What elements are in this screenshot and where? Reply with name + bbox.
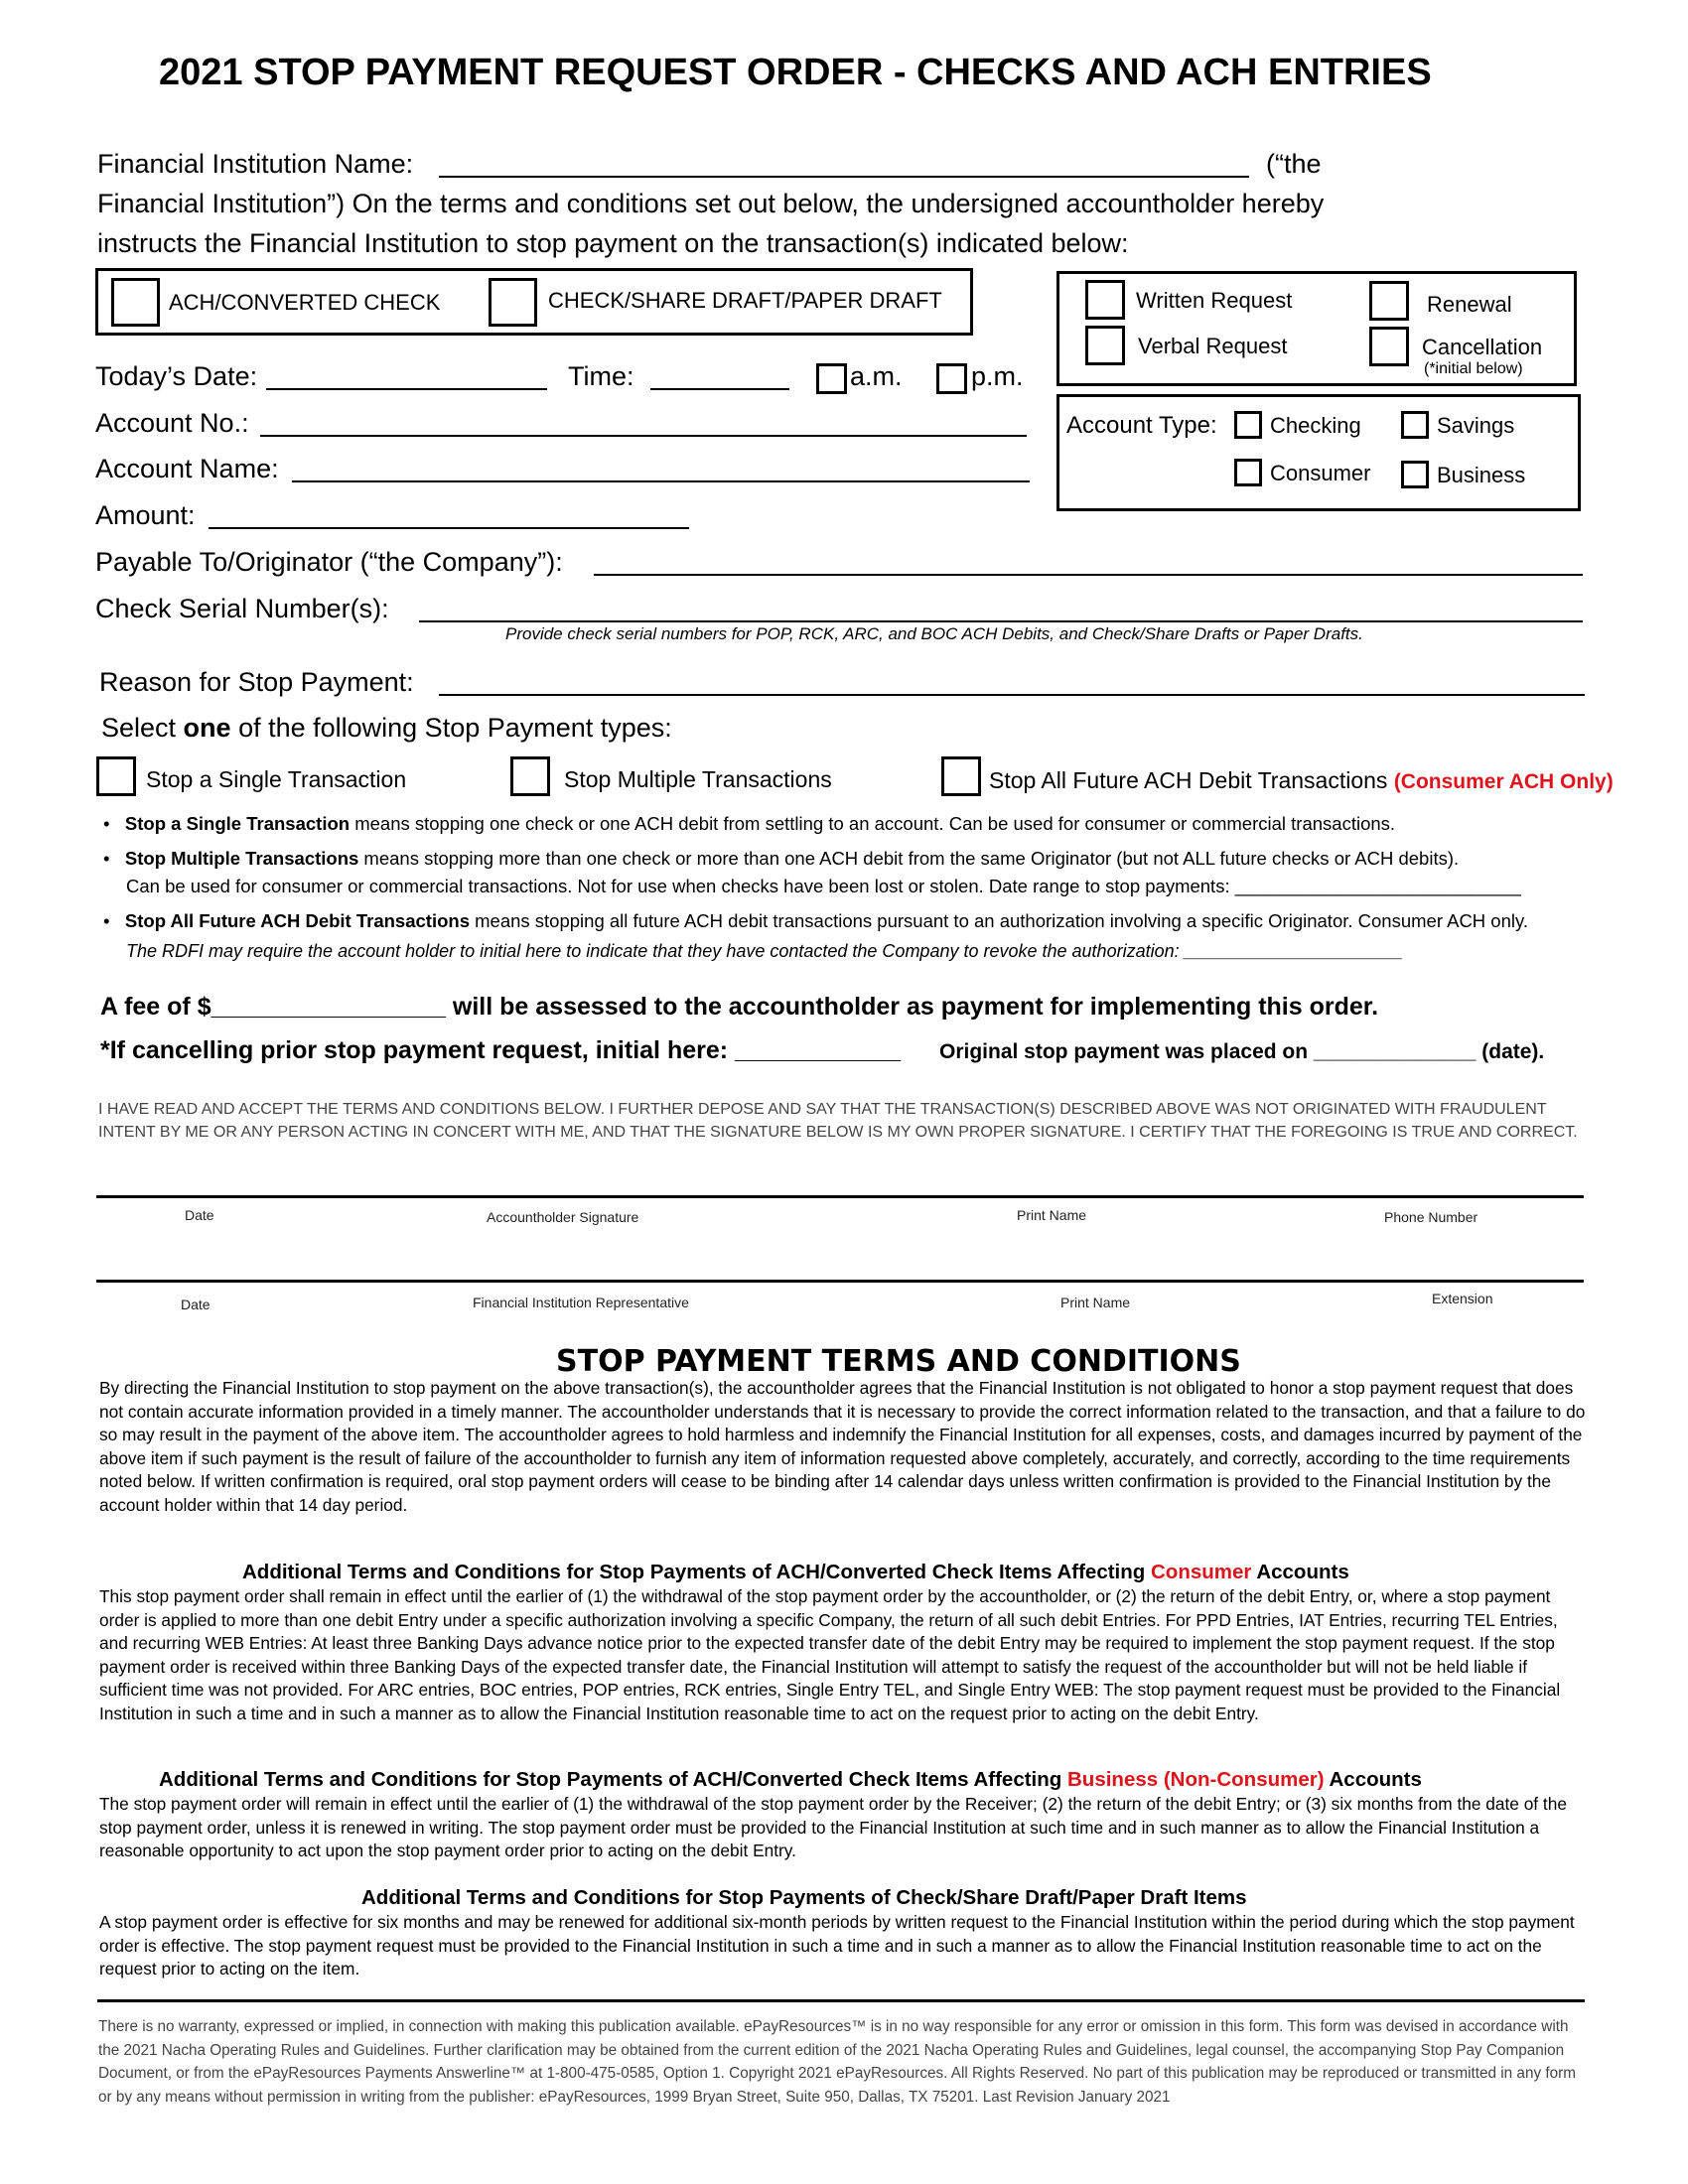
consumer-terms-heading: Additional Terms and Conditions for Stop Payments of ACH/Converted Check Items Affecting Consumer Accounts <box>242 1561 1349 1583</box>
savings-checkbox[interactable] <box>1401 411 1429 439</box>
cancel-initial: *If cancelling prior stop payment request, initial here: ____________ <box>100 1036 901 1064</box>
business-terms-paragraph: The stop payment order will remain in effect until the earlier of (1) the withdrawal of the stop payment order by the Receiver; (2) the return of the debit Entry; or (3) six months from the date of the stop payment order, unless it is renewed in writing. The stop payment order must be provided to the Financial Institution at such time and in such manner as to allow the Financial Institution a reasonable opportunity to act upon the stop payment order prior to acting on the debit Entry. <box>99 1794 1567 1860</box>
pm-checkbox[interactable] <box>936 363 967 394</box>
fee-statement: A fee of $_________________ will be assessed to the accountholder as payment for implementing this order. <box>100 993 1379 1021</box>
account-name-label: Account Name: <box>95 454 279 483</box>
verbal-request-label: Verbal Request <box>1138 334 1288 358</box>
written-request-checkbox[interactable] <box>1085 280 1125 320</box>
bullet-multiple-line2: Can be used for consumer or commercial transactions. Not for use when checks have been lost or stolen. Date range to stop payments: ____________________________ <box>126 876 1521 896</box>
ach-converted-check-checkbox[interactable] <box>111 278 160 327</box>
account-no-field[interactable] <box>260 435 1027 437</box>
stop-single-label: Stop a Single Transaction <box>146 766 407 792</box>
todays-date-field[interactable] <box>266 388 547 390</box>
verbal-request-checkbox[interactable] <box>1085 326 1125 365</box>
consumer-checkbox[interactable] <box>1234 459 1262 486</box>
check-terms-heading: Additional Terms and Conditions for Stop Payments of Check/Share Draft/Paper Draft Items <box>361 1886 1247 1909</box>
intro-line-2: Financial Institution”) On the terms and conditions set out below, the undersigned accountholder hereby <box>97 189 1325 218</box>
certification-text: I HAVE READ AND ACCEPT THE TERMS AND CONDITIONS BELOW. I FURTHER DEPOSE AND SAY THAT THE TRANSACTION(S) DESCRIBED ABOVE WAS NOT ORIGINATED WITH FRAUDULENT INTENT BY ME OR ANY PERSON ACTING IN CONCERT WITH ME, AND THAT THE SIGNATURE BELOW IS MY OWN PROPER SIGNATURE. I CERTIFY THAT THE FOREGOING IS TRUE AND CORRECT. <box>98 1101 1578 1141</box>
sig2-date-caption: Date <box>181 1297 211 1312</box>
sig1-date-caption: Date <box>185 1207 214 1223</box>
account-type-label: Account Type: <box>1066 412 1217 439</box>
cancellation-label: Cancellation <box>1422 335 1543 359</box>
sig2-print-name-caption: Print Name <box>1060 1295 1131 1310</box>
account-no-label: Account No.: <box>95 408 249 438</box>
fi-name-field[interactable] <box>439 176 1249 178</box>
cancellation-checkbox[interactable] <box>1369 327 1409 366</box>
bullet-single: • Stop a Single Transaction means stopping one check or one ACH debit from settling to an account. Can be used for consumer or commercial transactions. <box>103 813 1396 834</box>
the-suffix: (“the <box>1266 149 1322 179</box>
renewal-label: Renewal <box>1427 292 1512 317</box>
signature-line-1[interactable] <box>96 1195 1584 1198</box>
stop-all-future-checkbox[interactable] <box>941 756 981 796</box>
select-instruction: Select one of the following Stop Payment types: <box>101 713 672 743</box>
original-stop-payment: Original stop payment was placed on ______________ (date). <box>939 1040 1545 1063</box>
check-serial-label: Check Serial Number(s): <box>95 594 389 623</box>
savings-label: Savings <box>1437 413 1515 438</box>
am-checkbox[interactable] <box>816 363 847 394</box>
intro-line-3: instructs the Financial Institution to stop payment on the transaction(s) indicated below: <box>97 228 1129 258</box>
check-terms-paragraph: A stop payment order is effective for six months and may be renewed for additional six-month periods by written request to the Financial Institution within the period during which the stop payment order is effective. The stop payment request must be provided to the Financial Institution in such a time and in such a manner as to allow the Financial Institution reasonable time to act on the request prior to acting on the item. <box>99 1912 1575 1979</box>
footer-divider <box>97 1999 1585 2002</box>
check-serial-field[interactable] <box>419 620 1583 622</box>
todays-date-label: Today’s Date: <box>95 361 258 391</box>
sig2-fi-rep-caption: Financial Institution Representative <box>473 1295 689 1310</box>
serial-note: Provide check serial numbers for POP, RCK, ARC, and BOC ACH Debits, and Check/Share Drafts or Paper Drafts. <box>505 624 1363 643</box>
business-terms-heading: Additional Terms and Conditions for Stop Payments of ACH/Converted Check Items Affecting Business (Non-Consumer) Accounts <box>159 1768 1422 1791</box>
payable-to-field[interactable] <box>594 574 1583 576</box>
time-label: Time: <box>568 361 634 391</box>
bullet-multiple: • Stop Multiple Transactions means stopping more than one check or more than one ACH debit from the same Originator (but not ALL future checks or ACH debits). <box>103 848 1460 869</box>
reason-field[interactable] <box>439 694 1585 696</box>
stop-single-checkbox[interactable] <box>96 756 136 796</box>
ach-converted-check-label: ACH/CONVERTED CHECK <box>169 290 441 315</box>
fi-name-label: Financial Institution Name: <box>97 149 414 179</box>
sig1-accountholder-caption: Accountholder Signature <box>487 1209 639 1225</box>
written-request-label: Written Request <box>1136 288 1293 313</box>
terms-paragraph-1: By directing the Financial Institution to stop payment on the above transaction(s), the accountholder agrees that the Financial Institution is not obligated to honor a stop payment request that does not contain accurate information provided in a timely manner. The accountholder understands that it is necessary to provide the correct information related to the transaction, and that a failure to do so may result in the payment of the above item. The accountholder agrees to hold harmless and indemnify the Financial Institution for all expenses, costs, and damages incurred by payment of the above item if such payment is the result of failure of the accountholder to furnish any item of information requested above completely, accurately, and correctly, according to the time requirements noted below. If written confirmation is required, oral stop payment orders will cease to be binding after 14 calendar days unless written confirmation is provided to the Financial Institution by the account holder within that 14 day period. <box>99 1378 1586 1515</box>
pm-label: p.m. <box>971 361 1024 391</box>
amount-field[interactable] <box>209 527 689 529</box>
stop-multiple-checkbox[interactable] <box>510 756 550 796</box>
amount-label: Amount: <box>95 500 196 530</box>
signature-line-2[interactable] <box>96 1280 1584 1283</box>
payable-to-label: Payable To/Originator (“the Company”): <box>95 547 563 577</box>
business-label: Business <box>1437 463 1526 487</box>
stop-multiple-label: Stop Multiple Transactions <box>564 766 832 792</box>
business-checkbox[interactable] <box>1401 461 1429 488</box>
rdfi-note: The RDFI may require the account holder to initial here to indicate that they have contacted the Company to revoke the authorization: ______________________ <box>126 941 1403 961</box>
stop-all-future-label: Stop All Future ACH Debit Transactions (Consumer ACH Only) <box>989 767 1614 793</box>
check-share-draft-label: CHECK/SHARE DRAFT/PAPER DRAFT <box>548 288 942 313</box>
reason-label: Reason for Stop Payment: <box>99 667 414 697</box>
renewal-checkbox[interactable] <box>1369 281 1409 321</box>
checking-checkbox[interactable] <box>1234 411 1262 439</box>
consumer-label: Consumer <box>1270 461 1371 485</box>
check-share-draft-checkbox[interactable] <box>489 278 537 327</box>
sig1-print-name-caption: Print Name <box>1017 1207 1087 1223</box>
sig2-extension-caption: Extension <box>1432 1291 1493 1306</box>
bullet-all-future: • Stop All Future ACH Debit Transactions means stopping all future ACH debit transactions pursuant to an authorization involving a specific Originator. Consumer ACH only. <box>103 910 1529 931</box>
initial-below-note: (*initial below) <box>1424 360 1523 377</box>
checking-label: Checking <box>1270 413 1361 438</box>
consumer-terms-paragraph: This stop payment order shall remain in effect until the earlier of (1) the withdrawal of the stop payment order by the accountholder, or (2) the return of the debit Entry, or, where a stop payment order is applied to more than one debit Entry under a specific authorization involving a specific Company, the return of all such debit Entries. For PPD Entries, IAT Entries, recurring TEL Entries, and recurring WEB Entries: At least three Banking Days advance notice prior to the expected transfer date of the debit Entry may be required to implement the stop payment request. If the stop payment order is received within three Banking Days of the expected transfer date, the Financial Institution will attempt to satisfy the request of the accountholder but will not be held liable if sufficient time was not provided. For ARC entries, BOC entries, POP entries, RCK entries, Single Entry TEL, and Single Entry WEB: The stop payment request must be provided to the Financial Institution in such a time and in such a manner as to allow the Financial Institution reasonable time to act on the request prior to acting on the debit Entry. <box>99 1586 1561 1723</box>
terms-title: STOP PAYMENT TERMS AND CONDITIONS <box>556 1344 1241 1379</box>
am-label: a.m. <box>850 361 903 391</box>
account-name-field[interactable] <box>292 480 1030 482</box>
form-title: 2021 STOP PAYMENT REQUEST ORDER - CHECKS AND ACH ENTRIES <box>159 52 1432 93</box>
time-field[interactable] <box>650 388 789 390</box>
sig1-phone-caption: Phone Number <box>1384 1209 1478 1225</box>
footer-disclaimer: There is no warranty, expressed or implied, in connection with making this publication available. ePayResources™ is in no way responsible for any error or omission in this form. This form was devised in accordance with the 2021 Nacha Operating Rules and Guidelines. Further clarification may be obtained from the current edition of the 2021 Nacha Operating Rules and Guidelines, legal counsel, the accompanying Stop Pay Companion Document, or from the ePayResources Payments Answerline™ at 1-800-475-0585, Option 1. Copyright 2021 ePayResources. All Rights Reserved. No part of this publication may be reproduced or transmitted in any form or by any means without permission in writing from the publisher: ePayResources, 1999 Bryan Street, Suite 950, Dallas, TX 75201. Last Revision January 2021 <box>98 2018 1576 2106</box>
